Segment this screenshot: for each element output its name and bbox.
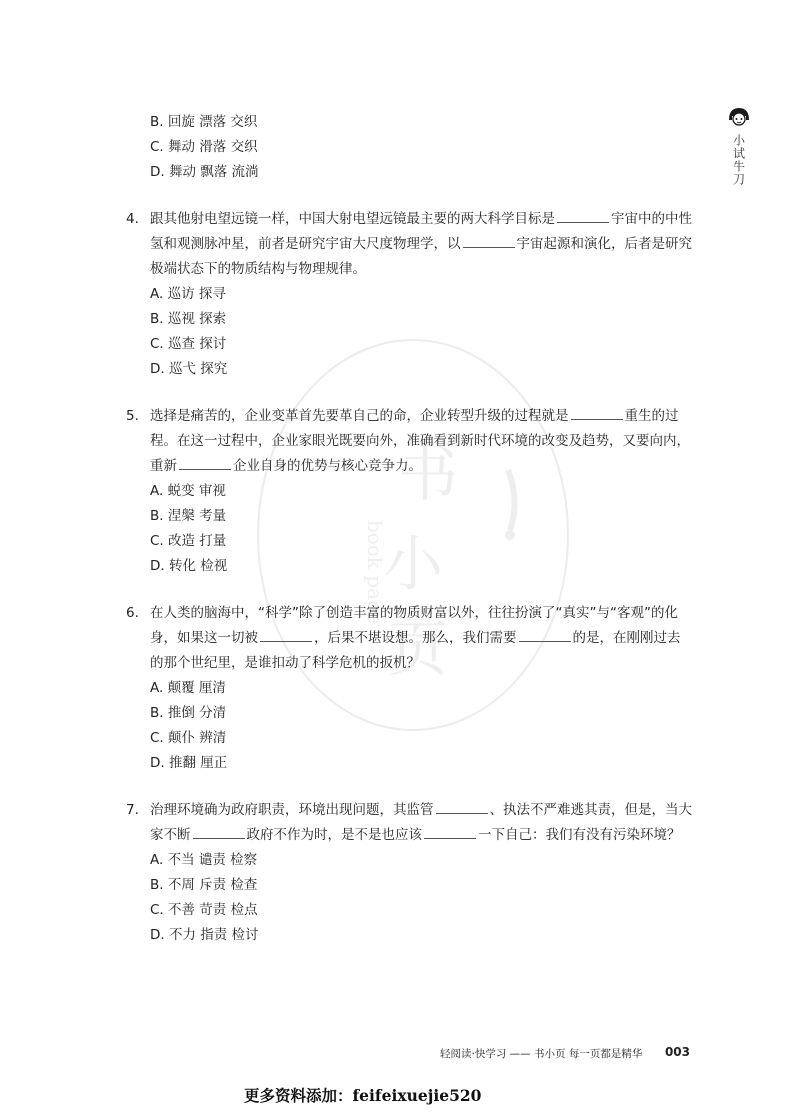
question-number: 5. [126, 408, 139, 424]
watermark-char-2: 小 [383, 530, 443, 600]
question-7 [126, 798, 692, 948]
page-footer [440, 1046, 690, 1061]
option: D. 推翻 厘正 [150, 755, 228, 771]
stem-text: 在人类的脑海中，“科学”除了创造丰富的物质财富以外，往往扮演了“真实”与“客观”的化身，如果这一切被 [150, 605, 678, 646]
question-number: 6. [126, 605, 139, 621]
question-stem [126, 207, 692, 282]
footer-tagline: 轻阅读·快学习 —— 书小页 每一页都是精华 [440, 1048, 643, 1060]
question-stem [126, 404, 692, 479]
promo-text: 更多资料添加：feifeixuejie520 [244, 1086, 482, 1105]
side-tab [726, 106, 752, 186]
stem-text: 政府不作为时，是不是也应该 [246, 827, 422, 843]
watermark-char-1: 书 [398, 440, 458, 510]
question-number: 4. [126, 211, 139, 227]
answer-blank [571, 405, 623, 420]
option: B. 涅槃 考量 [150, 508, 227, 524]
option: A. 颠覆 厘清 [150, 680, 226, 696]
stem-text: 、执法不严难逃其责，但是，当大家不断 [150, 802, 692, 843]
question-stem [126, 798, 692, 848]
option: C. 巡查 探讨 [150, 336, 227, 352]
answer-blank [463, 233, 515, 248]
option: A. 不当 谴责 检察 [150, 852, 258, 868]
answer-blank [193, 824, 245, 839]
stem-text: 跟其他射电望远镜一样，中国大射电望远镜最主要的两大科学目标是 [150, 211, 555, 227]
answer-blank [260, 627, 312, 642]
intro-options [126, 110, 692, 185]
option: C. 改造 打量 [150, 533, 227, 549]
stem-text: 宇宙中的中性氢和观测脉冲星，前者是研究宇宙大尺度物理学，以 [150, 211, 692, 252]
stem-text: 企业自身的优势与核心竞争力。 [233, 458, 422, 474]
answer-blank [424, 824, 476, 839]
option: D. 巡弋 探究 [150, 361, 228, 377]
girl-avatar-icon [727, 106, 751, 128]
page-number: 003 [664, 1045, 690, 1059]
answer-blank [557, 208, 609, 223]
watermark-latin: book page [363, 520, 387, 625]
option: B. 回旋 漂落 交织 [150, 114, 258, 130]
option: B. 不周 斥责 检查 [150, 877, 258, 893]
question-stem [126, 601, 692, 676]
question-number: 7. [126, 802, 139, 818]
stem-text: 重生的过程。在这一过程中，企业家眼光既要向外，准确看到新时代环境的改变及趋势，又要向内，重新 [150, 408, 690, 474]
answer-blank [179, 455, 231, 470]
stem-text: 选择是痛苦的，企业变革首先要革自己的命，企业转型升级的过程就是 [150, 408, 569, 424]
option: C. 舞动 滑落 交织 [150, 139, 258, 155]
option: B. 推倒 分清 [150, 705, 227, 721]
stem-text: 一下自己：我们有没有污染环境？ [478, 827, 681, 843]
option: A. 蜕变 审视 [150, 483, 226, 499]
question-content [126, 110, 692, 948]
option: C. 颠仆 辨清 [150, 730, 227, 746]
stem-text: 宇宙起源和演化，后者是研究极端状态下的物质结构与物理规律。 [150, 236, 692, 277]
option: C. 不善 苛责 检点 [150, 902, 258, 918]
watermark-char-3: 页 [388, 615, 448, 685]
option: D. 舞动 飘落 流淌 [150, 164, 259, 180]
answer-blank [519, 627, 571, 642]
option: D. 不力 指责 检讨 [150, 927, 259, 943]
option: B. 巡视 探索 [150, 311, 227, 327]
side-tab-label: 小试牛刀 [731, 134, 746, 186]
option: D. 转化 检视 [150, 558, 228, 574]
question-4 [126, 207, 692, 382]
answer-blank [436, 799, 488, 814]
stem-text: ，后果不堪设想。那么，我们需要 [314, 630, 517, 646]
stem-text: 的是，在刚刚过去的那个世纪里，是谁扣动了科学危机的扳机？ [150, 630, 681, 671]
stem-text: 治理环境确为政府职责，环境出现问题，其监管 [150, 802, 434, 818]
option: A. 巡访 探寻 [150, 286, 226, 302]
question-5 [126, 404, 692, 579]
question-6 [126, 601, 692, 776]
